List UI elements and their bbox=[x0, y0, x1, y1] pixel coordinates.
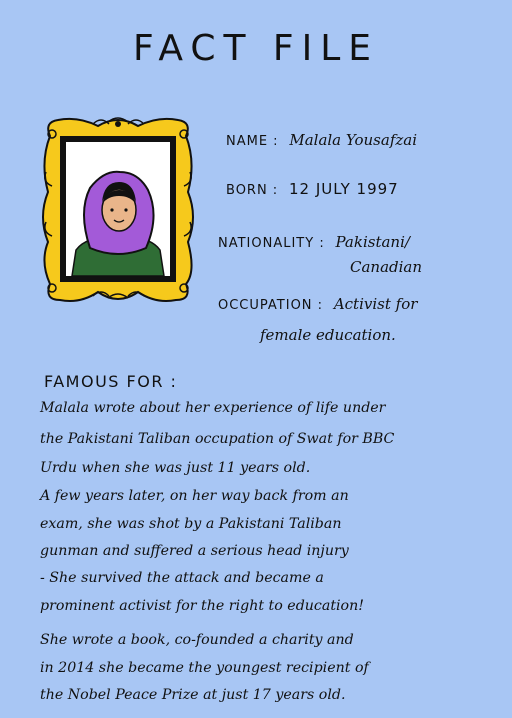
famous-line: exam, she was shot by a Pakistani Taliban bbox=[40, 516, 342, 532]
nationality-label: NATIONALITY : bbox=[218, 236, 325, 251]
name-label: NAME : bbox=[226, 134, 279, 149]
occupation-label: OCCUPATION : bbox=[218, 298, 324, 313]
famous-line: prominent activist for the right to education! bbox=[40, 598, 364, 614]
nationality-field bbox=[218, 233, 410, 251]
born-label: BORN : bbox=[226, 183, 279, 198]
born-value: 12 JULY 1997 bbox=[288, 180, 399, 198]
famous-for-heading: FAMOUS FOR : bbox=[44, 372, 178, 391]
framed-portrait-icon bbox=[38, 112, 198, 307]
famous-line: the Pakistani Taliban occupation of Swat for BBC bbox=[40, 431, 395, 447]
famous-line: Urdu when she was just 11 years old. bbox=[40, 460, 311, 476]
occupation-value-line1: Activist for bbox=[333, 295, 418, 313]
name-value: Malala Yousafzai bbox=[289, 131, 418, 149]
famous-line: - She survived the attack and became a bbox=[40, 570, 324, 586]
famous-line: Malala wrote about her experience of life under bbox=[40, 400, 386, 416]
nationality-value-line1: Pakistani/ bbox=[335, 233, 410, 251]
nationality-value-line2: Canadian bbox=[350, 258, 423, 276]
name-field bbox=[226, 131, 417, 149]
occupation-field bbox=[218, 295, 417, 313]
famous-line: the Nobel Peace Prize at just 17 years old. bbox=[40, 687, 346, 703]
page-title: FACT FILE bbox=[132, 28, 380, 69]
famous-line: A few years later, on her way back from an bbox=[40, 488, 349, 504]
occupation-line2 bbox=[260, 326, 396, 344]
occupation-value-line2: female education. bbox=[260, 326, 396, 344]
famous-line: in 2014 she became the youngest recipient of bbox=[40, 660, 369, 676]
born-field bbox=[226, 180, 399, 198]
famous-line: She wrote a book, co-founded a charity and bbox=[40, 632, 354, 648]
nationality-line2 bbox=[350, 258, 422, 276]
famous-line: gunman and suffered a serious head injury bbox=[40, 543, 349, 559]
